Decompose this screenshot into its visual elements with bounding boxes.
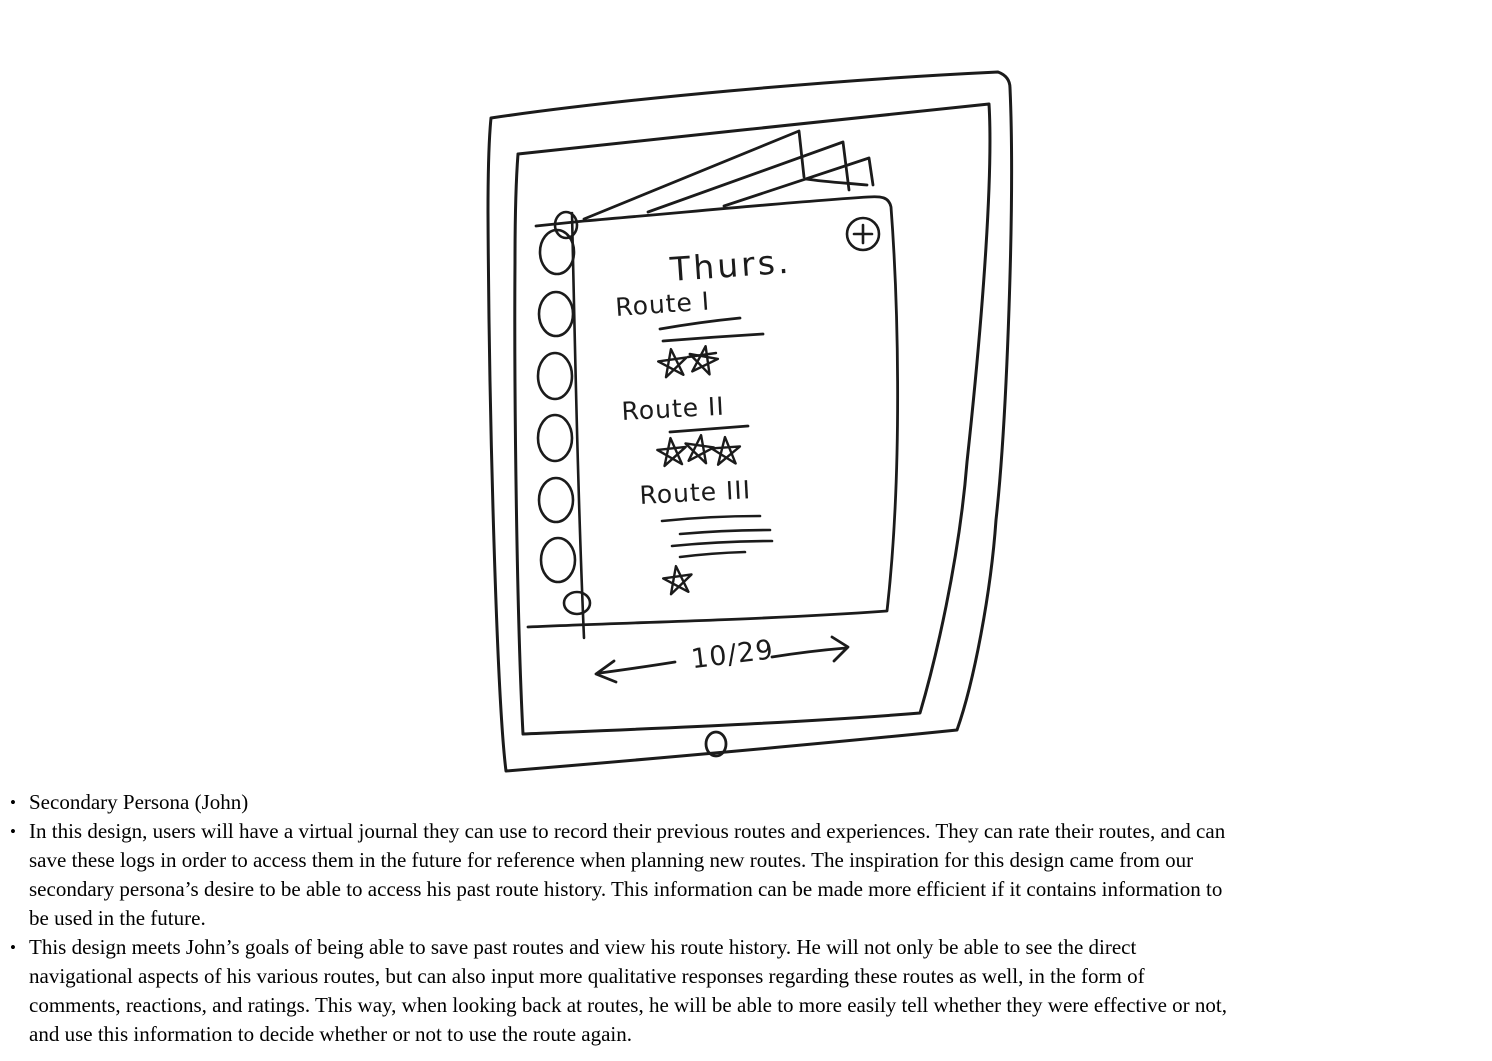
bullet-marker: •: [10, 822, 16, 841]
date-label: 10/29: [689, 634, 776, 676]
route-entry-3: [639, 475, 772, 595]
bullet-marker: •: [10, 793, 16, 812]
route-1-underline: [663, 334, 763, 341]
note-line: comments, reactions, and ratings. This way, when looking back at routes, he will be able to more easily tell whether they were effective or not,: [29, 993, 1227, 1017]
star-icon: [657, 347, 689, 378]
add-entry-button: [847, 218, 879, 250]
bullet-item: [10, 933, 1488, 1049]
notes-list: [10, 788, 1488, 1049]
route-1-underline: [660, 318, 740, 329]
route-3-label: Route III: [638, 475, 752, 510]
route-2-rating: [656, 433, 741, 466]
note-line: This design meets John’s goals of being able to save past routes and view his route history. He will not only be able to see the direct: [29, 935, 1137, 959]
bullet-item: [10, 817, 1488, 933]
note-line: and use this information to decide whether or not to use the route again.: [29, 1022, 633, 1046]
route-entry-2: [621, 392, 748, 467]
star-icon: [687, 344, 720, 376]
prev-day-arrow: [596, 661, 675, 682]
route-2-underline: [670, 426, 748, 432]
star-icon: [711, 436, 741, 465]
route-2-label: Route II: [620, 391, 726, 426]
next-day-arrow: [772, 637, 848, 661]
route-1-rating: [657, 344, 720, 378]
route-entry-1: [614, 286, 763, 378]
route-3-rating: [662, 564, 694, 595]
day-heading: Thurs.: [668, 241, 793, 289]
note-line: navigational aspects of his various routes, but can also input more qualitative responses regarding these routes as well, in the form of: [29, 964, 1145, 988]
note-line: save these logs in order to access them in the future for reference when planning new routes. The inspiration for this design came from our: [29, 848, 1194, 872]
journal-page-stack: [584, 131, 873, 219]
note-line: In this design, users will have a virtual journal they can use to record their previous routes and experiences. They can rate their routes, and can: [29, 819, 1226, 843]
note-line: be used in the future.: [29, 906, 206, 930]
right-arrow-icon: [772, 648, 846, 657]
star-icon: [662, 564, 694, 595]
note-line: Secondary Persona (John): [29, 790, 249, 814]
note-line: secondary persona’s desire to be able to access his past route history. This information can be made more efficient if it contains information to: [29, 877, 1223, 901]
star-icon: [656, 437, 687, 467]
route-1-label: Route I: [614, 286, 712, 322]
route-3-note-lines: [662, 516, 772, 557]
spiral-binding: [538, 212, 590, 638]
bullet-marker: •: [10, 938, 16, 957]
bullet-item: [10, 788, 1488, 817]
